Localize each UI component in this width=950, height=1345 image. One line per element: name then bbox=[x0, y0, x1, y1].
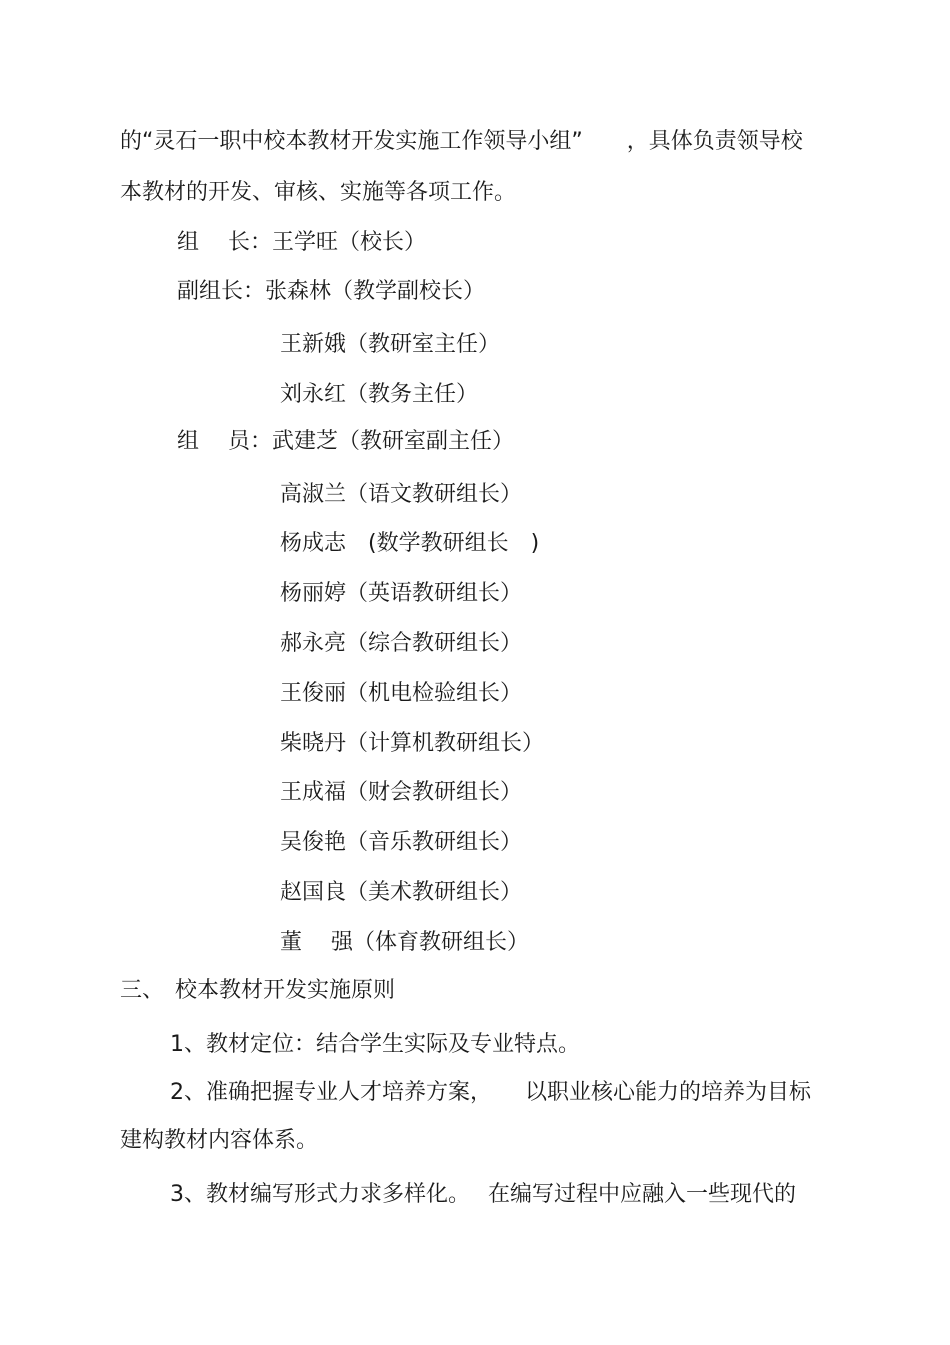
section-title: 三、 校本教材开发实施原则 bbox=[120, 978, 396, 1003]
member-line: 柴晓丹（计算机教研组长） bbox=[280, 731, 545, 756]
principle-2-line-1: 2、准确把握专业人才培养方案， 以职业核心能力的培养为目标 bbox=[170, 1080, 811, 1105]
deputy-leader-line: 刘永红（教务主任） bbox=[280, 382, 479, 407]
leader-line: 组 长：王学旺（校长） bbox=[177, 230, 426, 255]
member-line: 王俊丽（机电检验组长） bbox=[280, 681, 523, 706]
members-head-line: 组 员：武建芝（教研室副主任） bbox=[177, 429, 514, 454]
member-line: 王成福（财会教研组长） bbox=[280, 780, 523, 805]
intro-line-1: 的“灵石一职中校本教材开发实施工作领导小组” ，具体负责领导校 bbox=[120, 129, 803, 154]
principle-1: 1、教材定位：结合学生实际及专业特点。 bbox=[170, 1032, 580, 1057]
member-line: 高淑兰（语文教研组长） bbox=[280, 482, 523, 507]
deputy-leader-line: 副组长：张森林（教学副校长） bbox=[177, 279, 486, 304]
member-line: 杨丽婷（英语教研组长） bbox=[280, 581, 523, 606]
member-line: 吴俊艳（音乐教研组长） bbox=[280, 830, 523, 855]
principle-3: 3、教材编写形式力求多样化。 在编写过程中应融入一些现代的 bbox=[170, 1182, 796, 1207]
intro-line-2: 本教材的开发、审核、实施等各项工作。 bbox=[120, 180, 517, 205]
member-line: 董 强（体育教研组长） bbox=[280, 930, 529, 955]
principle-2-line-2: 建构教材内容体系。 bbox=[120, 1128, 319, 1153]
member-line: 杨成志 (数学教研组长 ) bbox=[280, 531, 540, 556]
deputy-leader-line: 王新娥（教研室主任） bbox=[280, 332, 501, 357]
member-line: 郝永亮（综合教研组长） bbox=[280, 631, 523, 656]
member-line: 赵国良（美术教研组长） bbox=[280, 880, 523, 905]
